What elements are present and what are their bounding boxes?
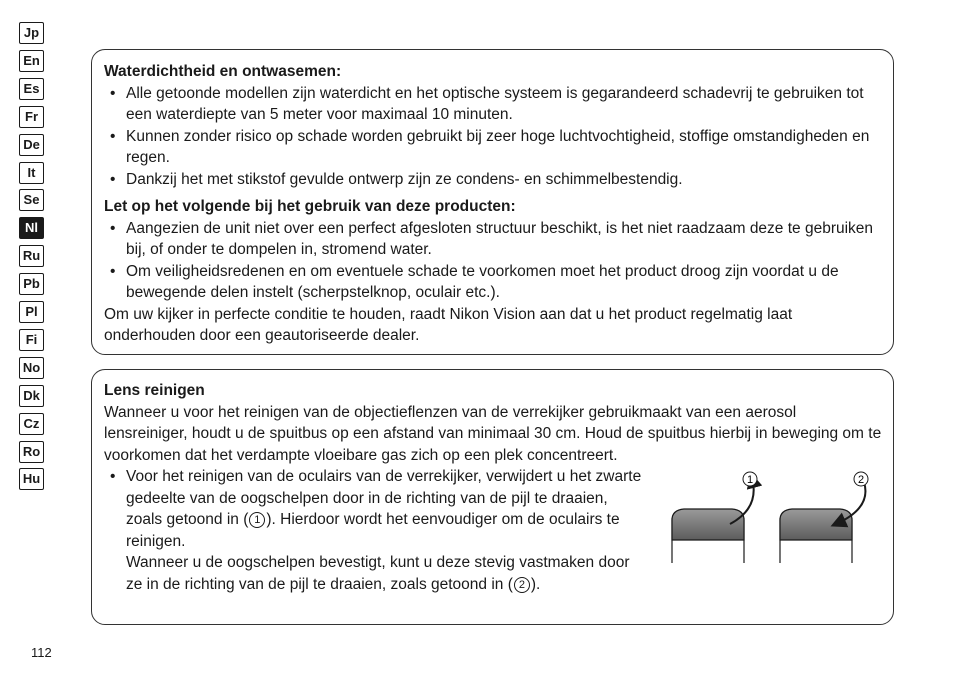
language-tab-es[interactable]: Es	[19, 78, 44, 100]
language-tab-no[interactable]: No	[19, 357, 44, 379]
language-tab-se[interactable]: Se	[19, 189, 44, 211]
bullet-dot: •	[110, 84, 116, 102]
list-item-text: ). Hierdoor wordt het eenvoudiger om de oculairs te reinigen.	[126, 511, 620, 550]
language-tab-nl[interactable]: Nl	[19, 217, 44, 239]
circled-number-1: 1	[249, 512, 265, 528]
section-heading-waterproof: Waterdichtheid en ontwasemen:	[104, 63, 342, 80]
language-tab-dk[interactable]: Dk	[19, 385, 44, 407]
list-item-text: Aangezien de unit niet over een perfect afgesloten structuur beschikt, is het niet raadzaam deze te gebruiken bij, of onder te dompelen in, stromend water.	[126, 219, 874, 258]
language-tab-fi[interactable]: Fi	[19, 329, 44, 351]
language-tab-ru[interactable]: Ru	[19, 245, 44, 267]
figure-label-2: 2	[857, 474, 865, 486]
circled-number-2: 2	[514, 577, 530, 593]
bullet-dot: •	[110, 468, 116, 485]
waterproof-section	[91, 49, 894, 355]
list-item	[104, 169, 883, 191]
list-item	[104, 126, 883, 169]
bullet-dot: •	[110, 262, 116, 280]
eyecup-1-icon	[672, 478, 754, 563]
list-item-text: ).	[530, 575, 541, 593]
page-number: 112	[31, 645, 52, 660]
list-item-text: Wanneer u de oogschelpen bevestigt, kunt u deze stevig vastmaken door ze in de richting van de pijl te draaien, zoals getoond in (	[126, 554, 630, 593]
language-tab-cz[interactable]: Cz	[19, 413, 44, 435]
eyecup-illustration	[668, 468, 878, 568]
list-item	[104, 466, 646, 595]
precautions-list	[104, 218, 883, 304]
list-item-text: Dankzij het met stikstof gevulde ontwerp zijn ze condens- en schimmelbestendig.	[126, 170, 683, 188]
language-tab-en[interactable]: En	[19, 50, 44, 72]
language-tab-ro[interactable]: Ro	[19, 441, 44, 463]
list-item-text: Voor het reinigen van de oculairs van de verrekijker, verwijdert u het zwarte gedeelte van de oogschelpen door in de richting van de pijl te draaien, zoals getoond in (	[126, 468, 642, 528]
language-tab-it[interactable]: It	[19, 162, 44, 184]
list-item	[104, 83, 883, 126]
language-tab-hu[interactable]: Hu	[19, 468, 44, 490]
language-tab-de[interactable]: De	[19, 134, 44, 156]
section-heading-precautions: Let op het volgende bij het gebruik van deze producten:	[104, 198, 516, 215]
bullet-dot: •	[110, 170, 116, 188]
eyecup-2-icon	[780, 482, 865, 563]
figure-label-1: 1	[746, 474, 754, 486]
language-tab-pb[interactable]: Pb	[19, 273, 44, 295]
lens-cleaning-intro: Wanneer u voor het reinigen van de objectieflenzen van de verrekijker gebruikmaakt van een aerosol lensreiniger, houdt u de spuitbus op een afstand van minimaal 30 cm. Houd de spuitbus hierbij in beweging om te voorkomen dat het verdampte vloeibare gas zich op een plek concentreert.	[104, 403, 882, 464]
waterproof-list	[104, 83, 883, 191]
maintenance-note: Om uw kijker in perfecte conditie te houden, raadt Nikon Vision aan dat u het product regelmatig laat onderhouden door een geautoriseerde dealer.	[104, 305, 793, 344]
bullet-dot: •	[110, 127, 116, 145]
list-item	[104, 218, 883, 261]
bullet-dot: •	[110, 219, 116, 237]
language-tab-jp[interactable]: Jp	[19, 22, 44, 44]
language-tab-pl[interactable]: Pl	[19, 301, 44, 323]
list-item-text: Om veiligheidsredenen en om eventuele schade te voorkomen moet het product droog zijn voordat u de bewegende delen instelt (scherpstelknop, oculair etc.).	[126, 262, 839, 301]
list-item-text: Alle getoonde modellen zijn waterdicht en het optische systeem is gegarandeerd schadevrij te gebruiken tot een waterdiepte van 5 meter voor maximaal 10 minuten.	[126, 84, 864, 123]
language-tab-fr[interactable]: Fr	[19, 106, 44, 128]
section-heading-lens-cleaning: Lens reinigen	[104, 382, 205, 399]
list-item-text: Kunnen zonder risico op schade worden gebruikt bij zeer hoge luchtvochtigheid, stoffige omstandigheden en regen.	[126, 127, 870, 166]
list-item	[104, 261, 883, 304]
